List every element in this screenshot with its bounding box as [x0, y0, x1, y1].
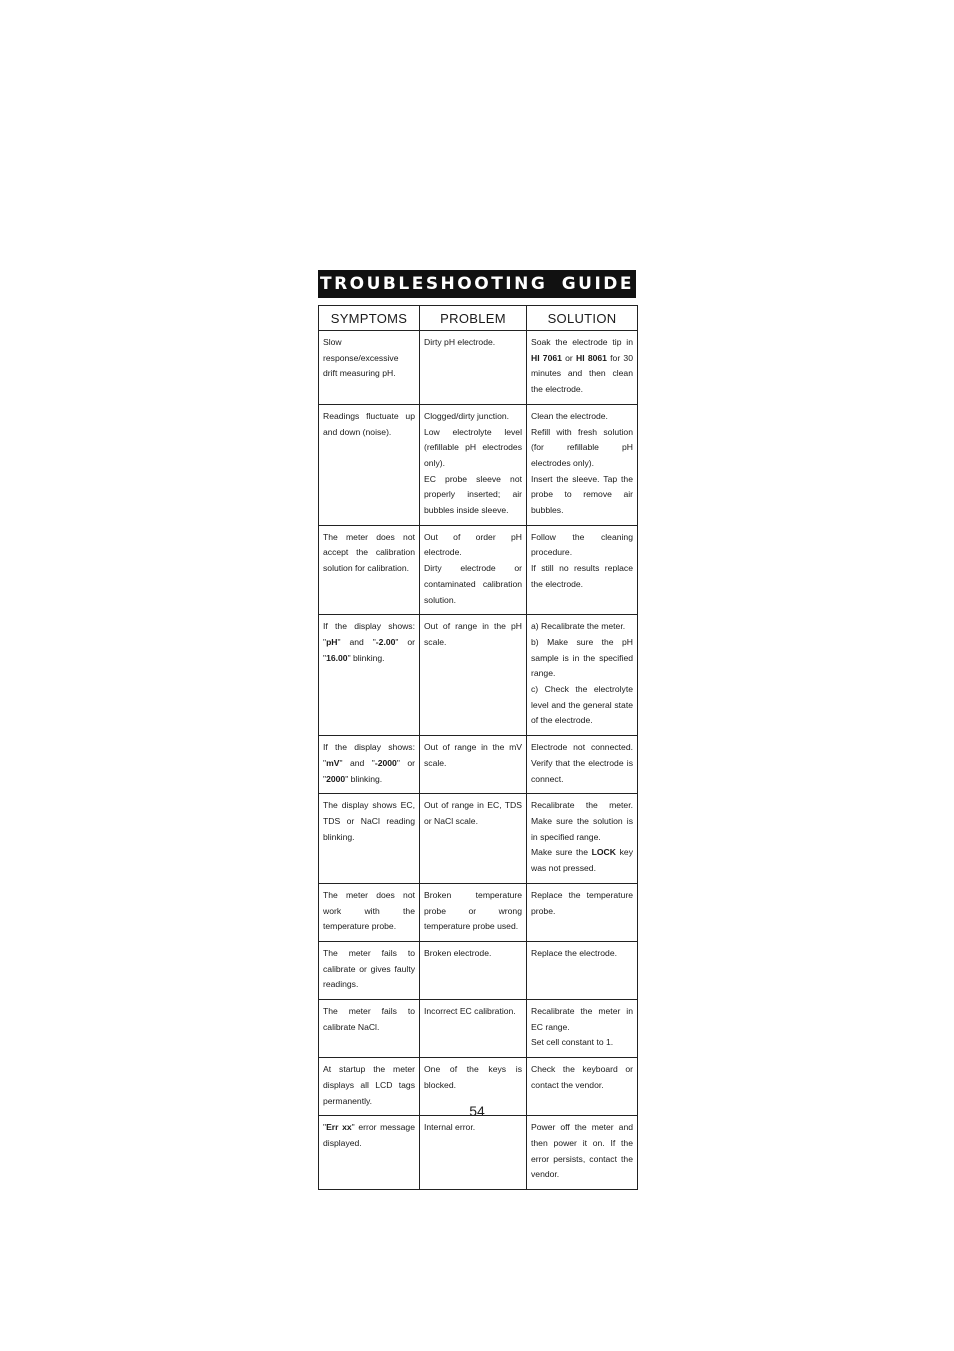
- page-title: TROUBLESHOOTING GUIDE: [318, 270, 636, 298]
- solution-cell: Electrode not connected. Verify that the electrode is connect.: [527, 736, 638, 794]
- table-row: [319, 331, 638, 405]
- table-row: [319, 1000, 638, 1058]
- solution-cell: Replace the electrode.: [527, 941, 638, 999]
- column-header-symptoms: SYMPTOMS: [319, 306, 420, 331]
- problem-cell: Clogged/dirty junction. Low electrolyte level (refillable pH electrodes only). EC probe sleeve not properly inserted; air bubbles inside sleeve.: [420, 404, 527, 525]
- table-row: [319, 615, 638, 736]
- problem-cell: Out of range in the pH scale.: [420, 615, 527, 736]
- symptom-cell: The meter does not accept the calibration solution for calibration.: [319, 525, 420, 615]
- symptom-cell: The display shows EC, TDS or NaCl reading blinking.: [319, 794, 420, 884]
- problem-cell: Out of range in the mV scale.: [420, 736, 527, 794]
- problem-cell: One of the keys is blocked.: [420, 1058, 527, 1116]
- solution-cell: Clean the electrode. Refill with fresh solution (for refillable pH electrodes only). Insert the sleeve. Tap the probe to remove air bubbles.: [527, 404, 638, 525]
- problem-cell: Dirty pH electrode.: [420, 331, 527, 405]
- column-header-solution: SOLUTION: [527, 306, 638, 331]
- symptom-cell: Slow response/excessive drift measuring pH.: [319, 331, 420, 405]
- symptom-cell: The meter fails to calibrate NaCl.: [319, 1000, 420, 1058]
- table-row: [319, 883, 638, 941]
- problem-cell: Broken temperature probe or wrong temperature probe used.: [420, 883, 527, 941]
- symptom-cell: "Err xx" error message displayed.: [319, 1116, 420, 1190]
- table-row: [319, 941, 638, 999]
- table-row: [319, 794, 638, 884]
- symptom-cell: Readings fluctuate up and down (noise).: [319, 404, 420, 525]
- problem-cell: Out of range in EC, TDS or NaCl scale.: [420, 794, 527, 884]
- symptom-cell: The meter does not work with the temperature probe.: [319, 883, 420, 941]
- solution-cell: Recalibrate the meter in EC range. Set cell constant to 1.: [527, 1000, 638, 1058]
- table-row: [319, 404, 638, 525]
- solution-cell: Replace the temperature probe.: [527, 883, 638, 941]
- table-row: [319, 1116, 638, 1190]
- solution-cell: Recalibrate the meter. Make sure the solution is in specified range. Make sure the LOCK key was not pressed.: [527, 794, 638, 884]
- table-header-row: [319, 306, 638, 331]
- symptom-cell: At startup the meter displays all LCD tags permanently.: [319, 1058, 420, 1116]
- symptom-cell: If the display shows: "mV" and "-2000" or "2000" blinking.: [319, 736, 420, 794]
- symptom-cell: If the display shows: "pH" and "-2.00" or "16.00" blinking.: [319, 615, 420, 736]
- solution-cell: Follow the cleaning procedure. If still no results replace the electrode.: [527, 525, 638, 615]
- problem-cell: Out of order pH electrode. Dirty electrode or contaminated calibration solution.: [420, 525, 527, 615]
- table-row: [319, 736, 638, 794]
- problem-cell: Internal error.: [420, 1116, 527, 1190]
- solution-cell: Soak the electrode tip in HI 7061 or HI 8061 for 30 minutes and then clean the electrode.: [527, 331, 638, 405]
- solution-cell: Check the keyboard or contact the vendor.: [527, 1058, 638, 1116]
- solution-cell: Power off the meter and then power it on. If the error persists, contact the vendor.: [527, 1116, 638, 1190]
- column-header-problem: PROBLEM: [420, 306, 527, 331]
- solution-cell: a) Recalibrate the meter. b) Make sure the pH sample is in the specified range. c) Check the electrolyte level and the general state of the electrode.: [527, 615, 638, 736]
- table-row: [319, 525, 638, 615]
- problem-cell: Incorrect EC calibration.: [420, 1000, 527, 1058]
- troubleshooting-table: [318, 305, 638, 1190]
- symptom-cell: The meter fails to calibrate or gives faulty readings.: [319, 941, 420, 999]
- page-number: 54: [469, 1103, 485, 1119]
- problem-cell: Broken electrode.: [420, 941, 527, 999]
